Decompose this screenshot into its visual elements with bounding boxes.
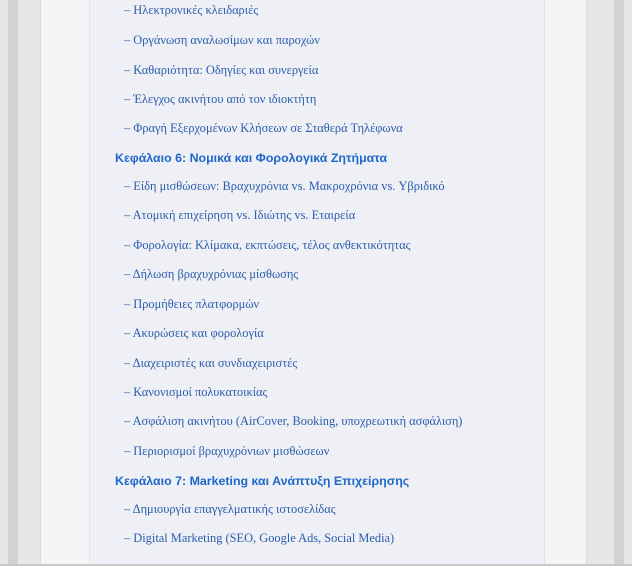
toc-item[interactable]: – Περιορισμοί βραχυχρόνιων μισθώσεων [124, 444, 330, 458]
toc-item[interactable]: – Ηλεκτρονικές κλειδαριές [124, 3, 259, 17]
toc-item[interactable]: – Δήλωση βραχυχρόνιας μίσθωσης [124, 267, 299, 281]
chapter-7-heading[interactable]: Κεφάλαιο 7: Marketing και Ανάπτυξη Επιχείρησης [115, 474, 410, 488]
toc-item[interactable]: – Είδη μισθώσεων: Βραχυχρόνια vs. Μακροχρόνια vs. Υβριδικό [124, 179, 445, 193]
toc-item[interactable]: – Ασφάλιση ακινήτου (AirCover, Booking, υποχρεωτική ασφάλιση) [124, 414, 463, 428]
toc-item[interactable]: – Φραγή Εξερχομένων Κλήσεων σε Σταθερά Τηλέφωνα [124, 121, 403, 135]
chapter-6-heading[interactable]: Κεφάλαιο 6: Νομικά και Φορολογικά Ζητήματα [115, 151, 388, 165]
toc-item[interactable]: – Digital Marketing (SEO, Google Ads, Social Media) [124, 531, 395, 545]
toc-item[interactable]: – Κανονισμοί πολυκατοικίας [124, 385, 268, 399]
toc-item[interactable]: – Δημιουργία επαγγελματικής ιστοσελίδας [124, 502, 336, 516]
toc-item[interactable]: – Ατομική επιχείρηση vs. Ιδιώτης vs. Εταιρεία [124, 208, 356, 222]
toc-item[interactable]: – Διαχειριστές και συνδιαχειριστές [124, 356, 298, 370]
toc-item[interactable]: – Καθαριότητα: Οδηγίες και συνεργεία [124, 63, 319, 77]
toc-item[interactable]: – Έλεγχος ακινήτου από τον ιδιοκτήτη [124, 92, 317, 106]
toc-item[interactable]: – Οργάνωση αναλωσίμων και παροχών [124, 33, 320, 47]
toc-item[interactable]: – Ακυρώσεις και φορολογία [124, 326, 264, 340]
toc-item[interactable]: – Προμήθειες πλατφορμών [124, 297, 260, 311]
toc-item[interactable]: – Φορολογία: Κλίμακα, εκπτώσεις, τέλος ανθεκτικότητας [124, 238, 411, 252]
